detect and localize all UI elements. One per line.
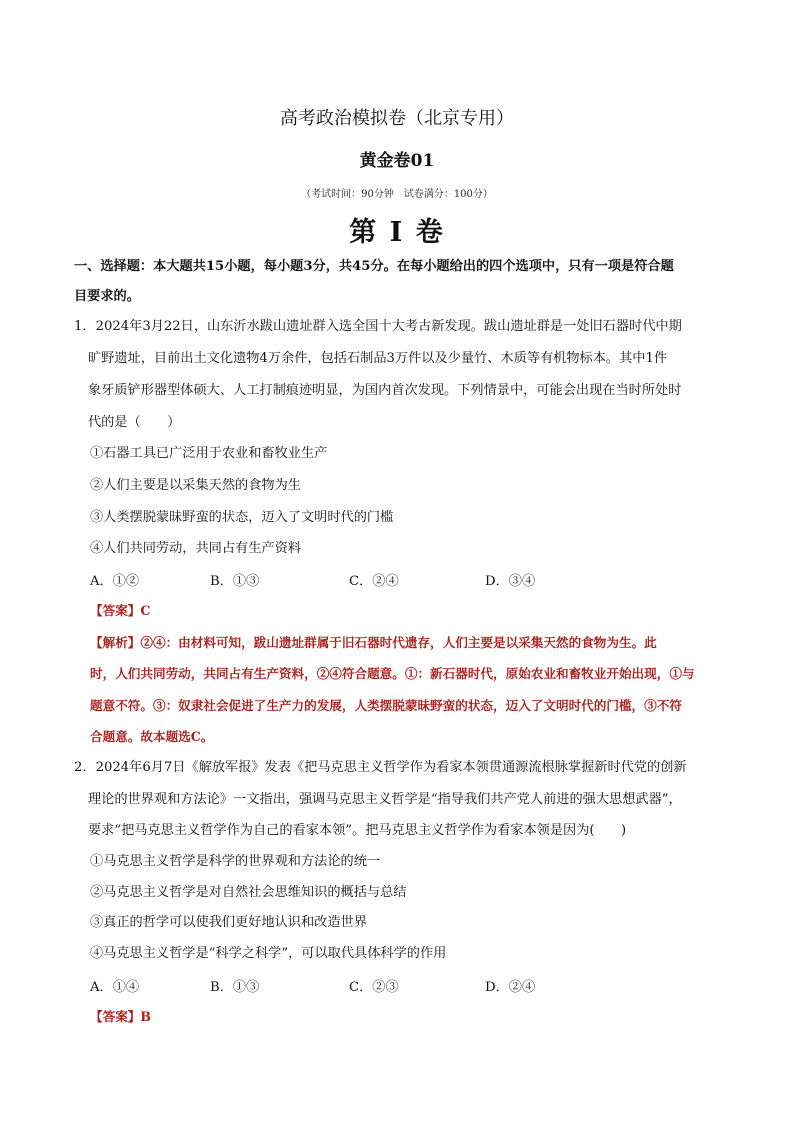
question-1-answer: 【答案】C — [90, 603, 151, 618]
question-2-text: 要求“把马克思主义哲学作为自己的看家本领”。把马克思主义哲学作为看家本领是因为( ) — [88, 823, 627, 838]
question-1-analysis: 时，人们共同劳动，共同占有生产资料，②④符合题意。①：新石器时代，原始农业和畜牧业开始出现，①与 — [90, 666, 695, 681]
question-1-statement: ①石器工具已广泛用于农业和畜牧业生产 — [90, 446, 328, 461]
choice-b[interactable]: B．①③ — [210, 980, 260, 995]
choice-d[interactable]: D．②④ — [485, 980, 536, 995]
question-1-statement: ④人们共同劳动，共同占有生产资料 — [90, 541, 301, 556]
question-1-text: 代的是（ ） — [88, 415, 181, 430]
question-1-text: 旷野遗址，目前出土文化遗物4万余件，包括石制品3万件以及少量竹、木质等有机物标本。其中1件 — [88, 351, 668, 366]
question-1-analysis: 合题意。故本题选C。 — [90, 729, 214, 744]
question-2-text: 2．2024年6月7日《解放军报》发表《把马克思主义哲学作为看家本领贯通源流根脉掌握新时代党的创新 — [74, 760, 687, 775]
question-2-statement: ②马克思主义哲学是对自然社会思维知识的概括与总结 — [90, 885, 407, 900]
question-2-statement: ①马克思主义哲学是科学的世界观和方法论的统一 — [90, 854, 381, 869]
question-1-analysis: 【解析】②④：由材料可知，跋山遗址群属于旧石器时代遗存，人们主要是以采集天然的食物为生。此 — [90, 635, 657, 650]
question-2-statement: ④马克思主义哲学是“科学之科学”，可以取代具体科学的作用 — [90, 946, 447, 961]
question-2-statement: ③真正的哲学可以使我们更好地认识和改造世界 — [90, 915, 367, 930]
exam-info: （考试时间：90分钟 试卷满分：100分） — [301, 189, 493, 200]
question-1-statement: ③人类摆脱蒙昧野蛮的状态，迈入了文明时代的门槛 — [90, 510, 394, 525]
choice-c[interactable]: C．②③ — [349, 980, 399, 995]
choice-a[interactable]: A．①② — [90, 574, 140, 589]
question-2-answer: 【答案】B — [90, 1009, 152, 1024]
volume-heading: 第 I 卷 — [349, 217, 445, 248]
page-title: 高考政治模拟卷（北京专用） — [280, 108, 514, 129]
choice-d[interactable]: D．③④ — [485, 574, 536, 589]
question-1-text: 1．2024年3月22日，山东沂水跋山遗址群入选全国十大考古新发现。跋山遗址群是一处旧石器时代中期 — [74, 319, 682, 334]
section-heading-line: 目要求的。 — [74, 289, 140, 304]
choice-c[interactable]: C．②④ — [349, 574, 399, 589]
question-1-statement: ②人们主要是以采集天然的食物为生 — [90, 478, 301, 493]
choice-a[interactable]: A．①④ — [90, 980, 140, 995]
page-subtitle: 黄金卷01 — [359, 151, 435, 171]
choice-b[interactable]: B．①③ — [210, 574, 260, 589]
section-heading-line: 一、选择题：本大题共15小题，每小题3分，共45分。在每小题给出的四个选项中，只有一项是符合题 — [74, 259, 674, 274]
question-1-text: 象牙质铲形器型体硕大、人工打制痕迹明显，为国内首次发现。下列情景中，可能会出现在当时所处时 — [88, 383, 682, 398]
question-1-analysis: 题意不符。③：奴隶社会促进了生产力的发展，人类摆脱蒙昧野蛮的状态，迈入了文明时代的门槛，③不符 — [90, 698, 682, 713]
question-2-text: 理论的世界观和方法论》一文指出，强调马克思主义哲学是“指导我们共产党人前进的强大思想武器”， — [88, 792, 682, 807]
